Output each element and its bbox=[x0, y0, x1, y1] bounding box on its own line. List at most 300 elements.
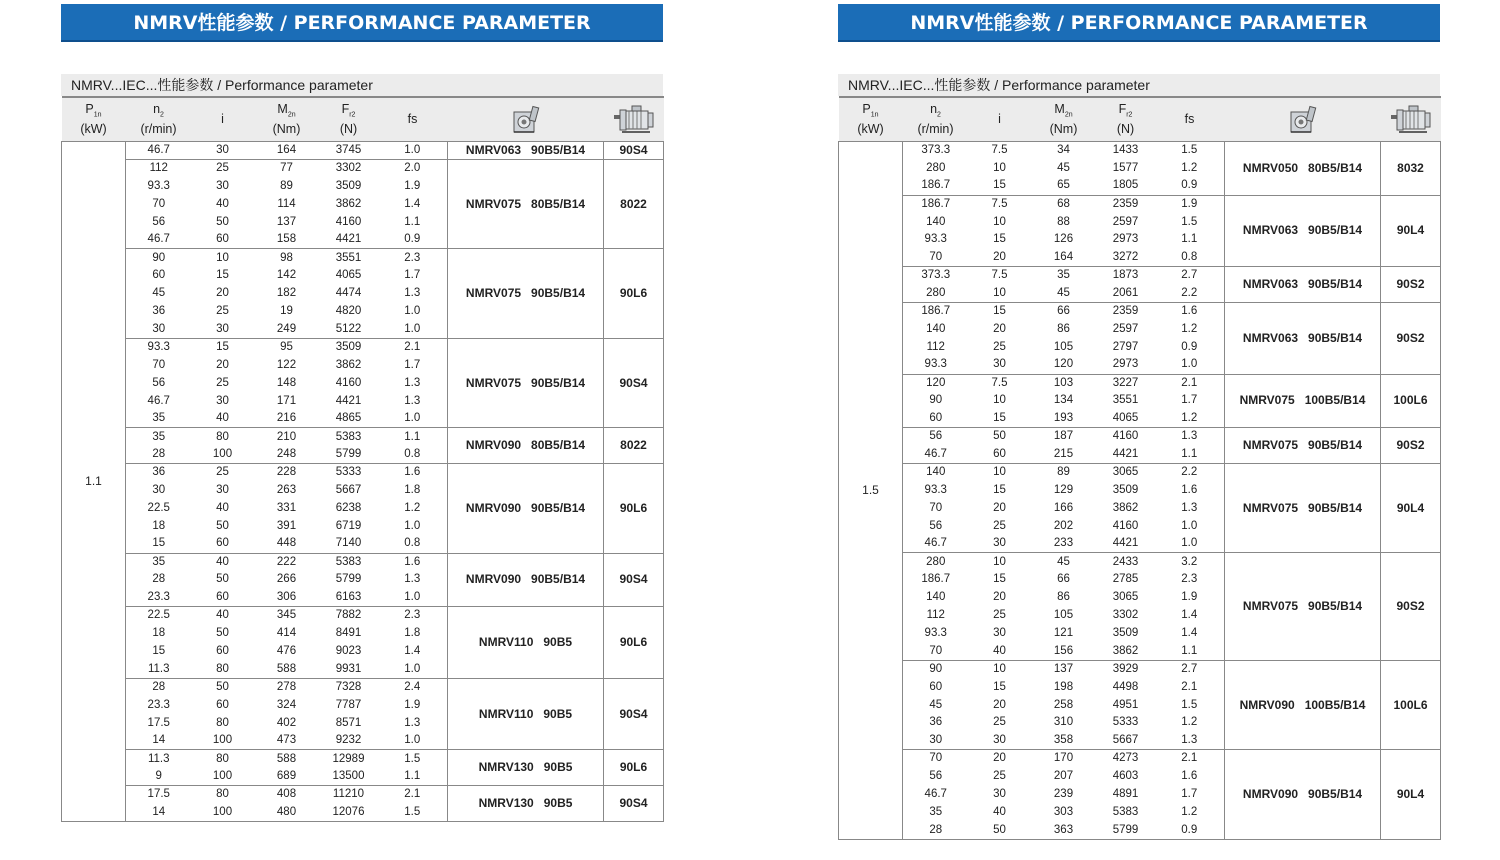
torque-cell: 170 bbox=[1053, 752, 1074, 765]
radial-load-cell: 5667 bbox=[1097, 732, 1155, 750]
radial-load-cell: 7328 bbox=[335, 681, 362, 694]
section-banner: NMRV性能参数 / PERFORMANCE PARAMETER bbox=[61, 4, 663, 42]
torque-cell: 120 bbox=[1031, 356, 1097, 374]
speed-cell: 46.7 bbox=[903, 446, 969, 464]
service-factor-cell: 1.9 bbox=[404, 179, 421, 192]
radial-load-cell: 4160 bbox=[1112, 519, 1139, 532]
service-factor-cell: 1.3 bbox=[404, 376, 421, 389]
service-factor-cell: 1.3 bbox=[1181, 501, 1198, 514]
torque-cell: 358 bbox=[1031, 732, 1097, 750]
service-factor-cell: 1.9 bbox=[1181, 591, 1198, 604]
torque-cell: 19 bbox=[280, 305, 293, 318]
service-factor-cell: 1.3 bbox=[404, 287, 421, 300]
table-row bbox=[62, 142, 664, 160]
ratio-cell: 20 bbox=[216, 287, 229, 300]
torque-cell: 249 bbox=[254, 321, 320, 339]
service-factor-cell: 1.7 bbox=[1181, 788, 1198, 800]
ratio-cell: 10 bbox=[993, 394, 1006, 407]
radial-load-cell: 12076 bbox=[320, 804, 378, 822]
ratio-cell: 30 bbox=[192, 142, 254, 160]
table-subtitle: NMRV...IEC...性能参数 / Performance parameter bbox=[838, 74, 1440, 96]
radial-load-cell: 13500 bbox=[320, 768, 378, 786]
speed-cell: 280 bbox=[926, 555, 946, 568]
radial-load-cell: 5383 bbox=[335, 555, 362, 568]
radial-load-cell: 6719 bbox=[335, 519, 362, 532]
service-factor-cell: 1.4 bbox=[1181, 626, 1198, 639]
torque-cell: 122 bbox=[276, 358, 297, 371]
ratio-cell: 30 bbox=[969, 535, 1031, 553]
ratio-cell: 20 bbox=[993, 501, 1006, 514]
gearbox-model-cell: NMRV063 90B5/B14 bbox=[1225, 303, 1381, 375]
ratio-cell: 15 bbox=[216, 341, 229, 354]
service-factor-cell: 1.0 bbox=[1181, 519, 1198, 532]
speed-cell: 93.3 bbox=[924, 483, 947, 496]
speed-cell: 60 bbox=[903, 410, 969, 428]
torque-cell: 134 bbox=[1053, 394, 1074, 407]
header-service-factor: fs bbox=[1155, 97, 1225, 142]
radial-load-cell: 5799 bbox=[335, 573, 362, 586]
radial-load-cell: 3745 bbox=[320, 142, 378, 160]
radial-load-cell: 2359 bbox=[1112, 197, 1139, 210]
torque-cell: 105 bbox=[1053, 340, 1074, 353]
radial-load-cell: 12989 bbox=[332, 752, 365, 765]
ratio-cell: 25 bbox=[993, 609, 1006, 622]
radial-load-cell: 6238 bbox=[335, 501, 362, 514]
service-factor-cell: 1.0 bbox=[1155, 356, 1225, 374]
radial-load-cell: 11210 bbox=[332, 788, 365, 801]
service-factor-cell: 1.0 bbox=[378, 660, 448, 678]
radial-load-cell: 4160 bbox=[335, 215, 362, 228]
ratio-cell: 60 bbox=[192, 589, 254, 607]
ratio-cell: 100 bbox=[192, 446, 254, 464]
ratio-cell: 25 bbox=[993, 716, 1006, 729]
service-factor-cell: 2.4 bbox=[404, 681, 421, 694]
service-factor-cell: 1.0 bbox=[1155, 535, 1225, 553]
service-factor-cell: 1.0 bbox=[378, 321, 448, 339]
gearbox-model-cell: NMRV075 90B5/B14 bbox=[1225, 428, 1381, 464]
torque-cell: 306 bbox=[254, 589, 320, 607]
radial-load-cell: 4603 bbox=[1112, 770, 1139, 783]
service-factor-cell: 2.2 bbox=[1181, 466, 1198, 479]
motor-type-cell: 90S2 bbox=[1381, 303, 1441, 375]
torque-cell: 121 bbox=[1053, 626, 1074, 639]
service-factor-cell: 1.4 bbox=[404, 644, 421, 657]
radial-load-cell: 4474 bbox=[335, 287, 362, 300]
header-power: $P_{1n}$ (kW) bbox=[62, 97, 126, 142]
table-row bbox=[62, 750, 664, 768]
radial-load-cell: 9232 bbox=[320, 732, 378, 750]
torque-cell: 103 bbox=[1053, 376, 1074, 389]
torque-cell: 193 bbox=[1031, 410, 1097, 428]
speed-cell: 28 bbox=[152, 681, 166, 694]
service-factor-cell: 2.3 bbox=[404, 251, 421, 264]
motor-type-cell: 90S4 bbox=[604, 338, 664, 427]
header-radial-load: $F_{r2}$ (N) bbox=[320, 97, 378, 142]
gearbox-model-cell: NMRV090 90B5/B14 bbox=[1225, 750, 1381, 839]
torque-cell: 408 bbox=[276, 788, 297, 801]
radial-load-cell: 2973 bbox=[1097, 356, 1155, 374]
table-row bbox=[839, 428, 1441, 446]
gearbox-model-cell: NMRV075 80B5/B14 bbox=[448, 160, 604, 249]
ratio-cell: 20 bbox=[969, 249, 1031, 267]
ratio-cell: 50 bbox=[993, 430, 1006, 443]
electric-motor-icon bbox=[604, 97, 664, 142]
table-row bbox=[62, 678, 664, 696]
radial-load-cell: 4421 bbox=[1097, 446, 1155, 464]
motor-type-cell: 90S2 bbox=[1381, 428, 1441, 464]
torque-cell: 588 bbox=[276, 752, 297, 765]
table-row bbox=[839, 142, 1441, 160]
radial-load-cell: 6163 bbox=[320, 589, 378, 607]
power-cell: 1.5 bbox=[839, 142, 903, 840]
service-factor-cell: 2.1 bbox=[1181, 376, 1198, 389]
header-torque: $M_{2n}$ (Nm) bbox=[1031, 97, 1097, 142]
torque-cell: 402 bbox=[276, 716, 297, 729]
speed-cell: 93.3 bbox=[147, 341, 170, 354]
torque-cell: 166 bbox=[1053, 501, 1074, 514]
torque-cell: 414 bbox=[276, 627, 297, 640]
torque-cell: 215 bbox=[1031, 446, 1097, 464]
ratio-cell: 25 bbox=[993, 770, 1006, 783]
service-factor-cell: 1.5 bbox=[1181, 144, 1198, 157]
torque-cell: 345 bbox=[276, 609, 297, 622]
speed-cell: 373.3 bbox=[921, 269, 951, 282]
speed-cell: 45 bbox=[929, 698, 943, 711]
radial-load-cell: 4065 bbox=[335, 269, 362, 282]
torque-cell: 391 bbox=[276, 519, 297, 532]
torque-cell: 278 bbox=[276, 681, 297, 694]
gearbox-model-cell: NMRV075 90B5/B14 bbox=[448, 249, 604, 338]
speed-cell: 186.7 bbox=[903, 177, 969, 195]
header-row bbox=[839, 97, 1441, 142]
right-panel bbox=[838, 0, 1440, 840]
ratio-cell: 40 bbox=[216, 197, 229, 210]
motor-type-cell: 90S4 bbox=[604, 786, 664, 822]
service-factor-cell: 1.2 bbox=[1155, 410, 1225, 428]
radial-load-cell: 9023 bbox=[335, 644, 362, 657]
speed-cell: 35 bbox=[929, 805, 943, 818]
ratio-cell: 25 bbox=[216, 162, 229, 175]
service-factor-cell: 0.9 bbox=[378, 231, 448, 249]
torque-cell: 45 bbox=[1057, 161, 1070, 174]
worm-gearbox-icon bbox=[448, 97, 604, 142]
service-factor-cell: 1.2 bbox=[1181, 322, 1198, 335]
table-row bbox=[62, 786, 664, 804]
motor-type-cell: 90L4 bbox=[1381, 464, 1441, 553]
ratio-cell: 15 bbox=[969, 177, 1031, 195]
ratio-cell: 20 bbox=[993, 591, 1006, 604]
speed-cell: 46.7 bbox=[126, 142, 192, 160]
service-factor-cell: 1.5 bbox=[1181, 215, 1198, 228]
gearbox-model-cell: NMRV090 80B5/B14 bbox=[448, 428, 604, 464]
gearbox-model-cell: NMRV130 90B5 bbox=[448, 750, 604, 786]
radial-load-cell: 7787 bbox=[335, 698, 362, 711]
ratio-cell: 30 bbox=[216, 483, 229, 496]
ratio-cell: 50 bbox=[216, 627, 229, 640]
gearbox-model-cell: NMRV075 90B5/B14 bbox=[1225, 553, 1381, 660]
radial-load-cell: 5122 bbox=[320, 321, 378, 339]
torque-cell: 164 bbox=[254, 142, 320, 160]
radial-load-cell: 4421 bbox=[320, 231, 378, 249]
service-factor-cell: 1.3 bbox=[1155, 732, 1225, 750]
radial-load-cell: 3551 bbox=[335, 251, 362, 264]
speed-cell: 45 bbox=[152, 287, 166, 300]
gearbox-model-cell: NMRV075 90B5/B14 bbox=[448, 338, 604, 427]
speed-cell: 36 bbox=[152, 305, 166, 318]
table-row bbox=[62, 338, 664, 356]
service-factor-cell: 0.9 bbox=[1155, 821, 1225, 839]
ratio-cell: 20 bbox=[993, 698, 1006, 711]
radial-load-cell: 5333 bbox=[335, 466, 362, 479]
speed-cell: 70 bbox=[903, 642, 969, 660]
radial-load-cell: 4065 bbox=[1097, 410, 1155, 428]
torque-cell: 198 bbox=[1053, 680, 1074, 693]
speed-cell: 60 bbox=[152, 269, 166, 282]
section-banner: NMRV性能参数 / PERFORMANCE PARAMETER bbox=[838, 4, 1440, 42]
radial-load-cell: 4421 bbox=[335, 394, 362, 407]
service-factor-cell: 1.4 bbox=[404, 197, 421, 210]
service-factor-cell: 1.9 bbox=[1181, 197, 1198, 210]
speed-cell: 140 bbox=[926, 322, 946, 335]
service-factor-cell: 2.7 bbox=[1181, 269, 1198, 282]
radial-load-cell: 3509 bbox=[1112, 483, 1139, 496]
ratio-cell: 15 bbox=[993, 573, 1006, 586]
service-factor-cell: 2.7 bbox=[1181, 663, 1198, 676]
table-row bbox=[62, 428, 664, 446]
speed-cell: 18 bbox=[152, 627, 166, 640]
speed-cell: 46.7 bbox=[924, 788, 947, 800]
speed-cell: 28 bbox=[126, 446, 192, 464]
radial-load-cell: 8571 bbox=[335, 716, 362, 729]
radial-load-cell: 5383 bbox=[335, 430, 362, 443]
torque-cell: 148 bbox=[276, 376, 297, 389]
torque-cell: 228 bbox=[276, 466, 297, 479]
torque-cell: 88 bbox=[1057, 215, 1070, 228]
torque-cell: 66 bbox=[1057, 305, 1070, 318]
speed-cell: 17.5 bbox=[147, 716, 170, 729]
ratio-cell: 15 bbox=[993, 305, 1006, 318]
torque-cell: 222 bbox=[276, 555, 297, 568]
service-factor-cell: 1.1 bbox=[378, 768, 448, 786]
speed-cell: 46.7 bbox=[147, 394, 170, 407]
torque-cell: 331 bbox=[276, 501, 297, 514]
table-row bbox=[62, 464, 664, 482]
radial-load-cell: 3302 bbox=[1112, 609, 1139, 622]
gearbox-model-cell: NMRV075 100B5/B14 bbox=[1225, 374, 1381, 428]
speed-cell: 140 bbox=[926, 466, 946, 479]
ratio-cell: 40 bbox=[216, 555, 229, 568]
speed-cell: 60 bbox=[929, 680, 943, 693]
speed-cell: 46.7 bbox=[903, 535, 969, 553]
table-row bbox=[839, 750, 1441, 768]
service-factor-cell: 1.2 bbox=[1181, 805, 1198, 818]
speed-cell: 15 bbox=[152, 644, 166, 657]
torque-cell: 187 bbox=[1053, 430, 1074, 443]
service-factor-cell: 1.2 bbox=[1181, 716, 1198, 729]
service-factor-cell: 2.1 bbox=[404, 341, 421, 354]
radial-load-cell: 2359 bbox=[1112, 305, 1139, 318]
speed-cell: 28 bbox=[903, 821, 969, 839]
radial-load-cell: 3272 bbox=[1097, 249, 1155, 267]
ratio-cell: 100 bbox=[192, 804, 254, 822]
header-ratio: i bbox=[969, 97, 1031, 142]
motor-type-cell: 8022 bbox=[604, 160, 664, 249]
torque-cell: 89 bbox=[1057, 466, 1070, 479]
torque-cell: 126 bbox=[1053, 233, 1074, 246]
radial-load-cell: 4891 bbox=[1112, 788, 1139, 800]
motor-type-cell: 90S4 bbox=[604, 142, 664, 160]
ratio-cell: 20 bbox=[993, 322, 1006, 335]
speed-cell: 93.3 bbox=[147, 179, 170, 192]
radial-load-cell: 3862 bbox=[335, 358, 362, 371]
gearbox-model-cell: NMRV130 90B5 bbox=[448, 786, 604, 822]
speed-cell: 11.3 bbox=[147, 752, 170, 765]
service-factor-cell: 1.5 bbox=[1181, 698, 1198, 711]
service-factor-cell: 2.1 bbox=[1181, 752, 1198, 765]
radial-load-cell: 3227 bbox=[1112, 376, 1139, 389]
torque-cell: 588 bbox=[254, 660, 320, 678]
torque-cell: 129 bbox=[1053, 483, 1074, 496]
ratio-cell: 30 bbox=[993, 626, 1006, 639]
service-factor-cell: 0.8 bbox=[378, 446, 448, 464]
service-factor-cell: 2.3 bbox=[404, 609, 421, 622]
ratio-cell: 80 bbox=[216, 716, 229, 729]
radial-load-cell: 4498 bbox=[1112, 680, 1139, 693]
service-factor-cell: 1.1 bbox=[1155, 446, 1225, 464]
radial-load-cell: 3929 bbox=[1112, 663, 1139, 676]
torque-cell: 448 bbox=[254, 535, 320, 553]
ratio-cell: 80 bbox=[216, 430, 229, 443]
speed-cell: 56 bbox=[929, 519, 943, 532]
speed-cell: 90 bbox=[152, 251, 166, 264]
torque-cell: 137 bbox=[1053, 663, 1074, 676]
speed-cell: 22.5 bbox=[147, 609, 170, 622]
torque-cell: 68 bbox=[1057, 197, 1070, 210]
radial-load-cell: 3862 bbox=[1097, 642, 1155, 660]
radial-load-cell: 2597 bbox=[1112, 215, 1139, 228]
radial-load-cell: 2597 bbox=[1112, 322, 1139, 335]
ratio-cell: 50 bbox=[216, 215, 229, 228]
ratio-cell: 15 bbox=[993, 233, 1006, 246]
radial-load-cell: 4421 bbox=[1097, 535, 1155, 553]
ratio-cell: 30 bbox=[969, 732, 1031, 750]
ratio-cell: 7.5 bbox=[991, 376, 1008, 389]
torque-cell: 35 bbox=[1057, 269, 1070, 282]
ratio-cell: 30 bbox=[216, 179, 229, 192]
service-factor-cell: 1.0 bbox=[378, 410, 448, 428]
service-factor-cell: 1.3 bbox=[1181, 430, 1198, 443]
radial-load-cell: 1433 bbox=[1112, 144, 1139, 157]
speed-cell: 9 bbox=[126, 768, 192, 786]
radial-load-cell: 4865 bbox=[320, 410, 378, 428]
performance-table bbox=[838, 96, 1441, 840]
speed-cell: 22.5 bbox=[147, 501, 170, 514]
radial-load-cell: 7882 bbox=[335, 609, 362, 622]
header-service-factor: fs bbox=[378, 97, 448, 142]
torque-cell: 182 bbox=[276, 287, 297, 300]
speed-cell: 23.3 bbox=[126, 589, 192, 607]
torque-cell: 363 bbox=[1031, 821, 1097, 839]
torque-cell: 66 bbox=[1057, 573, 1070, 586]
speed-cell: 30 bbox=[126, 321, 192, 339]
speed-cell: 18 bbox=[152, 519, 166, 532]
ratio-cell: 7.5 bbox=[991, 197, 1008, 210]
ratio-cell: 30 bbox=[969, 356, 1031, 374]
speed-cell: 70 bbox=[152, 197, 166, 210]
speed-cell: 90 bbox=[929, 663, 943, 676]
speed-cell: 30 bbox=[903, 732, 969, 750]
torque-cell: 45 bbox=[1057, 555, 1070, 568]
ratio-cell: 25 bbox=[216, 466, 229, 479]
table-row bbox=[839, 374, 1441, 392]
speed-cell: 11.3 bbox=[126, 660, 192, 678]
service-factor-cell: 0.8 bbox=[378, 535, 448, 553]
ratio-cell: 40 bbox=[192, 410, 254, 428]
gearbox-model-cell: NMRV090 100B5/B14 bbox=[1225, 660, 1381, 749]
radial-load-cell: 3065 bbox=[1112, 591, 1139, 604]
speed-cell: 30 bbox=[152, 483, 166, 496]
torque-cell: 473 bbox=[254, 732, 320, 750]
motor-type-cell: 90L6 bbox=[604, 607, 664, 679]
ratio-cell: 15 bbox=[969, 410, 1031, 428]
service-factor-cell: 1.7 bbox=[404, 358, 421, 371]
radial-load-cell: 5799 bbox=[1097, 821, 1155, 839]
service-factor-cell: 2.0 bbox=[404, 162, 421, 175]
speed-cell: 112 bbox=[926, 609, 945, 622]
service-factor-cell: 0.8 bbox=[1155, 249, 1225, 267]
service-factor-cell: 1.1 bbox=[1155, 642, 1225, 660]
service-factor-cell: 2.1 bbox=[1181, 680, 1198, 693]
service-factor-cell: 1.6 bbox=[1181, 305, 1198, 318]
motor-type-cell: 90S2 bbox=[1381, 553, 1441, 660]
speed-cell: 70 bbox=[929, 752, 943, 765]
speed-cell: 14 bbox=[126, 804, 192, 822]
torque-cell: 142 bbox=[276, 269, 297, 282]
worm-gearbox-icon bbox=[1225, 97, 1381, 142]
electric-motor-icon bbox=[1381, 97, 1441, 142]
speed-cell: 112 bbox=[926, 340, 945, 353]
speed-cell: 120 bbox=[926, 376, 946, 389]
ratio-cell: 60 bbox=[192, 535, 254, 553]
ratio-cell: 80 bbox=[192, 660, 254, 678]
torque-cell: 210 bbox=[276, 430, 297, 443]
motor-type-cell: 90S4 bbox=[604, 678, 664, 750]
ratio-cell: 15 bbox=[216, 269, 229, 282]
torque-cell: 105 bbox=[1053, 609, 1074, 622]
gearbox-model-cell: NMRV050 80B5/B14 bbox=[1225, 142, 1381, 196]
service-factor-cell: 1.7 bbox=[1181, 394, 1198, 407]
gearbox-model-cell: NMRV075 90B5/B14 bbox=[1225, 464, 1381, 553]
table-row bbox=[839, 195, 1441, 213]
header-row bbox=[62, 97, 664, 142]
radial-load-cell: 4820 bbox=[335, 305, 362, 318]
speed-cell: 28 bbox=[152, 573, 166, 586]
torque-cell: 202 bbox=[1053, 519, 1074, 532]
performance-table bbox=[61, 96, 664, 822]
radial-load-cell: 1805 bbox=[1097, 177, 1155, 195]
torque-cell: 233 bbox=[1031, 535, 1097, 553]
ratio-cell: 60 bbox=[969, 446, 1031, 464]
radial-load-cell: 3302 bbox=[335, 162, 362, 175]
ratio-cell: 10 bbox=[969, 285, 1031, 303]
gearbox-model-cell: NMRV063 90B5/B14 bbox=[1225, 267, 1381, 303]
speed-cell: 280 bbox=[903, 285, 969, 303]
service-factor-cell: 1.6 bbox=[1181, 770, 1198, 783]
table-row bbox=[62, 607, 664, 625]
table-row bbox=[839, 660, 1441, 678]
radial-load-cell: 5799 bbox=[320, 446, 378, 464]
torque-cell: 114 bbox=[277, 197, 296, 210]
